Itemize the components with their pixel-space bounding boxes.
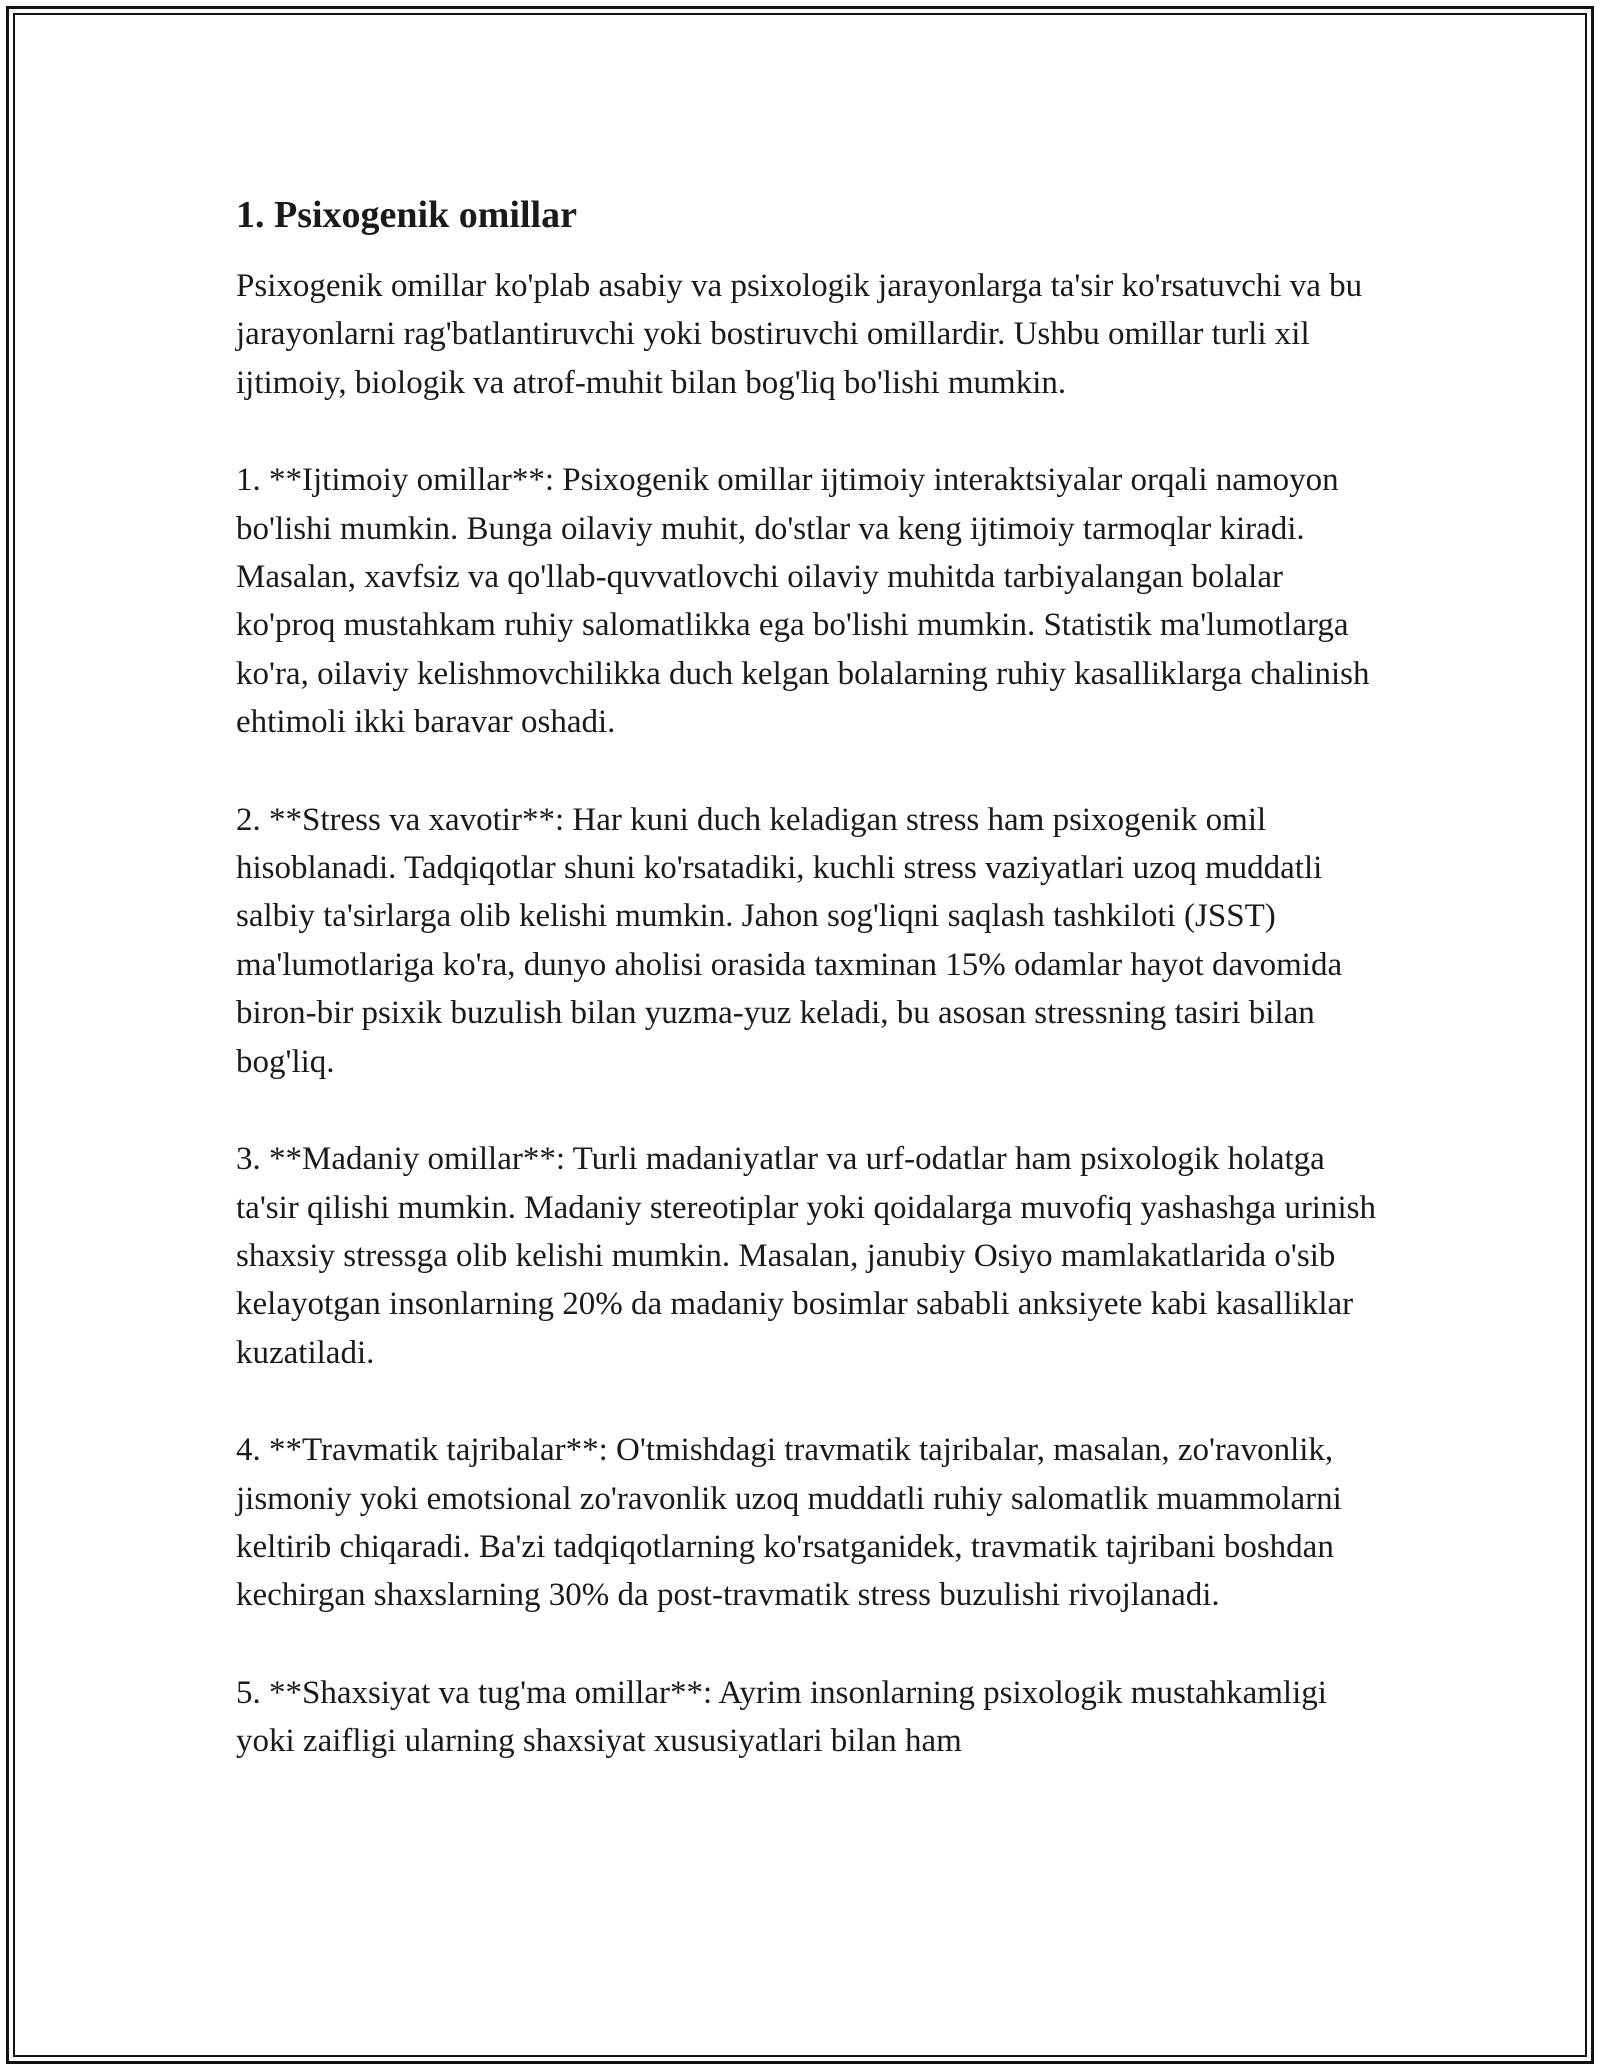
paragraph-traumatic-experiences: 4. **Travmatik tajribalar**: O'tmishdagi travmatik tajribalar, masalan, zo'ravonlik, jismoniy yoki emotsional zo'ravonlik uzoq muddatli ruhiy salomatlik muammolarni keltirib chiqaradi. Ba'zi tadqiqotlarning ko'rsatganidek, travmatik tajribani boshdan kechirgan shaxslarning 30% da post-travmatik stress buzulishi rivojlanadi. (236, 1432, 1342, 1614)
paragraph-stress-anxiety: 2. **Stress va xavotir**: Har kuni duch keladigan stress ham psixogenik omil hisoblanadi. Tadqiqotlar shuni ko'rsatadiki, kuchli stress vaziyatlari uzoq muddatli salbiy ta'sirlarga olib kelishi mumkin. Jahon sog'liqni saqlash tashkiloti (JSST) ma'lumotlariga ko'ra, dunyo aholisi orasida taxminan 15% odamlar hayot davomida biron-bir psixik buzulish bilan yuzma-yuz keladi, bu asosan stressning tasiri bilan bog'liq. (236, 801, 1343, 1080)
intro-paragraph: Psixogenik omillar ko'plab asabiy va psixologik jarayonlarga ta'sir ko'rsatuvchi va bu jarayonlarni rag'batlantiruvchi yoki bostiruvchi omillardir. Ushbu omillar turli xil ijtimoiy, biologik va atrof-muhit bilan bog'liq bo'lishi mumkin. (236, 268, 1363, 401)
paragraph-personality-factors: 5. **Shaxsiyat va tug'ma omillar**: Ayrim insonlarning psixologik mustahkamligi yoki zaifligi ularning shaxsiyat xususiyatlari bilan ham (236, 1674, 1327, 1760)
section-heading: 1. Psixogenik omillar (236, 194, 577, 236)
paragraph-cultural-factors: 3. **Madaniy omillar**: Turli madaniyatlar va urf-odatlar ham psixologik holatga ta'sir qilishi mumkin. Madaniy stereotiplar yoki qoidalarga muvofiq yashashga urinish shaxsiy stressga olib kelishi mumkin. Masalan, janubiy Osiyo mamlakatlarida o'sib kelayotgan insonlarning 20% da madaniy bosimlar sababli anksiyete kabi kasalliklar kuzatiladi. (236, 1141, 1376, 1371)
document-body (236, 190, 1376, 1815)
paragraph-social-factors: 1. **Ijtimoiy omillar**: Psixogenik omillar ijtimoiy interaktsiyalar orqali namoyon bo'lishi mumkin. Bunga oilaviy muhit, do'stlar va keng ijtimoiy tarmoqlar kiradi. Masalan, xavfsiz va qo'llab-quvvatlovchi oilaviy muhitda tarbiyalangan bolalar ko'proq mustahkam ruhiy salomatlikka ega bo'lishi mumkin. Statistik ma'lumotlarga ko'ra, oilaviy kelishmovchilikka duch kelgan bolalarning ruhiy kasalliklarga chalinish ehtimoli ikki baravar oshadi. (236, 462, 1370, 741)
